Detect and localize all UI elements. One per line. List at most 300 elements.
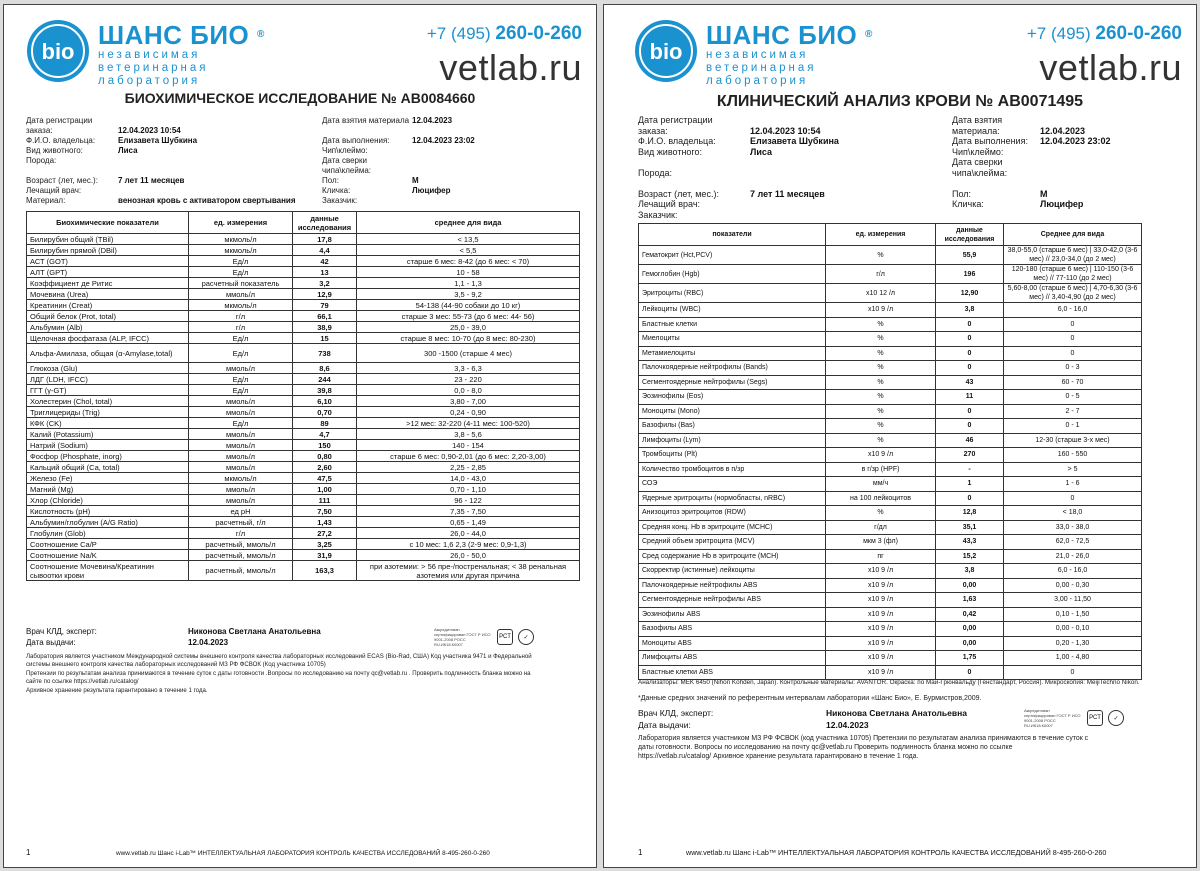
value-cell: 4,4 bbox=[293, 245, 357, 256]
table-row bbox=[27, 245, 580, 256]
value-cell: 12,8 bbox=[936, 506, 1004, 521]
bio-logo-icon bbox=[26, 19, 90, 83]
reference-cell: 25,0 - 39,0 bbox=[357, 322, 580, 333]
value-cell: 0 bbox=[936, 419, 1004, 434]
reference-cell: 7,35 - 7,50 bbox=[357, 506, 580, 517]
table-row bbox=[27, 473, 580, 484]
value-cell: 38,9 bbox=[293, 322, 357, 333]
table-row bbox=[27, 495, 580, 506]
table-row bbox=[639, 448, 1142, 463]
brand-name: ШАНС БИО bbox=[706, 20, 858, 50]
unit-cell: Ед/л bbox=[189, 374, 293, 385]
reference-cell: 0,20 - 1,30 bbox=[1004, 636, 1142, 651]
info-row bbox=[638, 136, 839, 147]
unit-cell: х10 9 /л bbox=[826, 665, 936, 680]
parameter-cell: Бластные клетки ABS bbox=[639, 665, 826, 680]
reference-cell: старше 6 мес: 0,90-2,01 (до 6 мес: 2,20-3,00) bbox=[357, 451, 580, 462]
table-row bbox=[27, 407, 580, 418]
reference-cell: 0,00 - 0,10 bbox=[1004, 622, 1142, 637]
table-row bbox=[639, 651, 1142, 666]
unit-cell: на 100 лейкоцитов bbox=[826, 491, 936, 506]
info-row bbox=[952, 178, 1111, 189]
unit-cell: % bbox=[826, 506, 936, 521]
parameter-cell: Альбумин (Alb) bbox=[27, 322, 189, 333]
value-cell: 1,75 bbox=[936, 651, 1004, 666]
info-row bbox=[26, 115, 296, 125]
parameter-cell: Общий белок (Prot, total) bbox=[27, 311, 189, 322]
unit-cell: ммоль/л bbox=[189, 289, 293, 300]
unit-cell: х10 9 /л bbox=[826, 578, 936, 593]
info-value: Лиса bbox=[750, 146, 772, 157]
reference-cell: с 10 мес: 1,6 2,3 (2-9 мес: 0,9-1,3) bbox=[357, 539, 580, 550]
reference-cell: 300 -1500 (старше 4 мес) bbox=[357, 344, 580, 363]
unit-cell: Ед/л bbox=[189, 267, 293, 278]
value-cell: 7,50 bbox=[293, 506, 357, 517]
unit-cell: расчетный показатель bbox=[189, 278, 293, 289]
reference-cell: 0,0 - 8,0 bbox=[357, 385, 580, 396]
value-cell: 55,9 bbox=[936, 246, 1004, 265]
note-line: сайте по ссылке https://vetlab.ru/catalog/ bbox=[26, 678, 139, 686]
info-label: Возраст (лет, мес.): bbox=[26, 175, 98, 185]
table-row bbox=[27, 528, 580, 539]
info-row bbox=[952, 147, 1111, 158]
table-row bbox=[639, 477, 1142, 492]
reference-cell: 12-30 (старше 3-х мес) bbox=[1004, 433, 1142, 448]
unit-cell: Ед/л bbox=[189, 333, 293, 344]
unit-cell: расчетный, ммоль/л bbox=[189, 561, 293, 581]
info-label: Дата сверки bbox=[322, 155, 367, 165]
reference-cell: 0,65 - 1,49 bbox=[357, 517, 580, 528]
info-row bbox=[952, 115, 1111, 126]
parameter-cell: Сред содержание Hb в эритроците (МСН) bbox=[639, 549, 826, 564]
patient-info-right bbox=[322, 115, 475, 205]
unit-cell: г/дл bbox=[826, 520, 936, 535]
table-row bbox=[639, 636, 1142, 651]
lab-notes bbox=[638, 734, 1162, 761]
reference-cell: 3,5 - 9,2 bbox=[357, 289, 580, 300]
table-row bbox=[639, 404, 1142, 419]
info-label: Порода: bbox=[638, 167, 673, 178]
parameter-cell: ЛДГ (LDH, IFCC) bbox=[27, 374, 189, 385]
unit-cell: % bbox=[826, 433, 936, 448]
table-row bbox=[27, 506, 580, 517]
reference-cell: 5,60-8,00 (старше 6 мес) | 4,70-6,30 (3-6 мес) // 3,40-4,90 (до 2 мес) bbox=[1004, 284, 1142, 303]
parameter-cell: Глобулин (Glob) bbox=[27, 528, 189, 539]
info-row bbox=[26, 175, 296, 185]
value-cell: 111 bbox=[293, 495, 357, 506]
value-cell: 3,25 bbox=[293, 539, 357, 550]
reference-cell: старше 8 мес: 10-70 (до 8 мес: 80-230) bbox=[357, 333, 580, 344]
info-label: Ф.И.О. владельца: bbox=[26, 135, 96, 145]
info-value: Елизавета Шубкина bbox=[118, 135, 198, 145]
info-row bbox=[638, 199, 839, 210]
info-label: Пол: bbox=[322, 175, 339, 185]
table-row bbox=[27, 234, 580, 245]
value-cell: 1,63 bbox=[936, 593, 1004, 608]
parameter-cell: Калий (Potassium) bbox=[27, 429, 189, 440]
value-cell: 738 bbox=[293, 344, 357, 363]
unit-cell: Ед/л bbox=[189, 385, 293, 396]
value-cell: 0 bbox=[936, 332, 1004, 347]
note-line: Архивное хранение результата гарантировано в течение 1 года. bbox=[26, 686, 208, 694]
unit-cell: ммоль/л bbox=[189, 363, 293, 374]
cert-seal-icon: ✓ bbox=[1108, 710, 1124, 726]
parameter-cell: Моноциты ABS bbox=[639, 636, 826, 651]
reference-cell: 6,0 - 16,0 bbox=[1004, 303, 1142, 318]
info-label: Дата взятия материала bbox=[322, 115, 410, 125]
unit-cell: х10 9 /л bbox=[826, 303, 936, 318]
value-cell: 42 bbox=[293, 256, 357, 267]
col-header-value: данные исследования bbox=[293, 212, 357, 234]
value-cell: 0,00 bbox=[936, 636, 1004, 651]
table-row bbox=[27, 311, 580, 322]
footer-line: www.vetlab.ru Шанс i-Lab™ ИНТЕЛЛЕКТУАЛЬНАЯ ЛАБОРАТОРИЯ КОНТРОЛЬ КАЧЕСТВА ИССЛЕДОВАНИЙ 8-495-260-0-260 bbox=[116, 850, 490, 857]
brand-subtitle-3: лаборатория bbox=[706, 75, 809, 87]
parameter-cell: ГГТ (γ-GT) bbox=[27, 385, 189, 396]
parameter-cell: Коэффициент де Ритис bbox=[27, 278, 189, 289]
info-row bbox=[952, 126, 1111, 137]
table-row bbox=[27, 333, 580, 344]
site-link[interactable]: vetlab.ru bbox=[1039, 47, 1182, 88]
value-cell: 0 bbox=[936, 361, 1004, 376]
table-row bbox=[27, 278, 580, 289]
info-row bbox=[26, 145, 296, 155]
unit-cell: % bbox=[826, 332, 936, 347]
page-number: 1 bbox=[26, 848, 31, 857]
parameter-cell: Средняя конц. Hb в эритроците (МСНС) bbox=[639, 520, 826, 535]
value-cell: 0 bbox=[936, 346, 1004, 361]
info-label: чипа\клейма: bbox=[322, 165, 371, 175]
col-header-unit: ед. измерения bbox=[189, 212, 293, 234]
patient-info-left bbox=[638, 115, 839, 220]
info-label: Дата взятия bbox=[952, 115, 1003, 126]
parameter-cell: Глюкоза (Glu) bbox=[27, 363, 189, 374]
reference-cell: 21,0 - 26,0 bbox=[1004, 549, 1142, 564]
unit-cell: г/л bbox=[189, 528, 293, 539]
table-row bbox=[639, 265, 1142, 284]
table-row bbox=[639, 361, 1142, 376]
info-row bbox=[26, 125, 296, 135]
note-line: Лаборатория является участником Международной системы внешнего контроля качества лабораторных исследований ECAS (Bio-Rad, США) Код участника 9471 и Федеральной bbox=[26, 653, 532, 660]
value-cell: 15 bbox=[293, 333, 357, 344]
info-row bbox=[638, 178, 839, 189]
unit-cell: ммоль/л bbox=[189, 462, 293, 473]
info-row bbox=[638, 157, 839, 168]
table-row bbox=[639, 419, 1142, 434]
value-cell: 0,42 bbox=[936, 607, 1004, 622]
value-cell: 0 bbox=[936, 491, 1004, 506]
parameter-cell: Ядерные эритроциты (нормобласты, nRBC) bbox=[639, 491, 826, 506]
parameter-cell: Скорректир (истинные) лейкоциты bbox=[639, 564, 826, 579]
table-row bbox=[27, 550, 580, 561]
reference-cell: 0,70 - 1,10 bbox=[357, 484, 580, 495]
info-label: Порода: bbox=[26, 155, 57, 165]
info-row bbox=[952, 136, 1111, 147]
reference-cell: 3,8 - 5,6 bbox=[357, 429, 580, 440]
info-label: Дата выполнения: bbox=[322, 135, 390, 145]
reference-cell: >12 мес: 32-220 (4-11 мес: 100-520) bbox=[357, 418, 580, 429]
note-line: Лаборатория является участником МЗ РФ ФСВОК (код участника 10705) Претензии по результатам анализа принимаются в течение суток с bbox=[638, 735, 1089, 742]
reference-cell: 62,0 - 72,5 bbox=[1004, 535, 1142, 550]
reference-cell: 54-138 (44-90 собаки до 10 кг) bbox=[357, 300, 580, 311]
site-link[interactable]: vetlab.ru bbox=[439, 47, 582, 88]
brand-subtitle-1: независимая bbox=[98, 49, 201, 61]
info-row bbox=[952, 210, 1111, 221]
table-row bbox=[27, 396, 580, 407]
info-label: Пол: bbox=[952, 188, 972, 199]
bio-logo-icon bbox=[634, 19, 698, 83]
info-label: Дата регистрации bbox=[26, 115, 93, 125]
info-label: Материал: bbox=[26, 195, 66, 205]
page-title: БИОХИМИЧЕСКОЕ ИССЛЕДОВАНИЕ № АВ0084660 bbox=[124, 90, 476, 106]
table-row bbox=[27, 322, 580, 333]
info-label: Дата регистрации bbox=[638, 115, 713, 126]
brand-name: ШАНС БИО bbox=[98, 20, 250, 50]
table-row bbox=[639, 332, 1142, 347]
parameter-cell: Хлор (Chloride) bbox=[27, 495, 189, 506]
brand-subtitle-2: ветеринарная bbox=[706, 62, 817, 74]
table-row bbox=[639, 491, 1142, 506]
parameter-cell: Билирубин прямой (DBil) bbox=[27, 245, 189, 256]
reference-cell: 0 - 3 bbox=[1004, 361, 1142, 376]
parameter-cell: Фосфор (Phosphate, inorg) bbox=[27, 451, 189, 462]
info-label: Чип\клеймо: bbox=[322, 145, 368, 155]
reference-cell: 1,00 - 4,80 bbox=[1004, 651, 1142, 666]
cert-text: Аккредитован сертифицирован ГОСТ Р ИСО 9001-2008 РОСС RU.ИК18.К0007 bbox=[1024, 708, 1081, 728]
value-cell: 79 bbox=[293, 300, 357, 311]
reference-cell: 33,0 - 38,0 bbox=[1004, 520, 1142, 535]
table-row bbox=[639, 390, 1142, 405]
page-title: КЛИНИЧЕСКИЙ АНАЛИЗ КРОВИ № АВ0071495 bbox=[716, 93, 1084, 110]
info-label: Дата сверки bbox=[952, 157, 1003, 168]
reference-cell: 0,10 - 1,50 bbox=[1004, 607, 1142, 622]
reference-cell: > 5 bbox=[1004, 462, 1142, 477]
parameter-cell: Средний объем эритроцита (MCV) bbox=[639, 535, 826, 550]
reference-cell: 38,0-55,0 (старше 6 мес) | 33,0-42,0 (3-6 мес) // 23,0-34,0 (до 2 мес) bbox=[1004, 246, 1142, 265]
unit-cell: х10 9 /л bbox=[826, 448, 936, 463]
table-row bbox=[27, 267, 580, 278]
unit-cell: х10 9 /л bbox=[826, 607, 936, 622]
phone[interactable]: +7 (495) 260-0-260 bbox=[1026, 23, 1182, 44]
note-line: https://vetlab.ru/catalog/ Архивное хранение результата гарантировано в течение 1 года. bbox=[638, 753, 919, 760]
cert-pct-icon: РСТ bbox=[497, 629, 513, 645]
results-table bbox=[26, 211, 580, 581]
reference-cell: 60 - 70 bbox=[1004, 375, 1142, 390]
table-row bbox=[27, 539, 580, 550]
brand-block bbox=[706, 21, 873, 88]
table-row bbox=[639, 317, 1142, 332]
unit-cell: х10 12 /л bbox=[826, 284, 936, 303]
info-row bbox=[322, 195, 475, 205]
reference-cell: при азотемии: > 56 пре-/постренальная; < 38 ренальная азотемия или другая причина bbox=[357, 561, 580, 581]
info-row bbox=[26, 195, 296, 205]
unit-cell: ммоль/л bbox=[189, 429, 293, 440]
patient-info-right bbox=[952, 115, 1111, 220]
info-row bbox=[638, 210, 839, 221]
parameter-cell: Моноциты (Mono) bbox=[639, 404, 826, 419]
value-cell: 3,8 bbox=[936, 303, 1004, 318]
col-header-reference: Среднее для вида bbox=[1004, 224, 1142, 246]
parameter-cell: АЛТ (GPT) bbox=[27, 267, 189, 278]
table-row bbox=[27, 385, 580, 396]
registered-mark: ® bbox=[865, 29, 873, 40]
value-cell: 4,7 bbox=[293, 429, 357, 440]
unit-cell: мкмоль/л bbox=[189, 473, 293, 484]
info-row bbox=[952, 189, 1111, 200]
table-row bbox=[27, 344, 580, 363]
cert-text: Аккредитован сертифицирован ГОСТ Р ИСО 9001-2008 РОСС RU.ИК18.К0007 bbox=[434, 627, 491, 647]
table-row bbox=[639, 520, 1142, 535]
info-row bbox=[638, 126, 839, 137]
value-cell: 12,90 bbox=[936, 284, 1004, 303]
col-header-parameter: Биохимические показатели bbox=[27, 212, 189, 234]
parameter-cell: Базофилы (Bas) bbox=[639, 419, 826, 434]
value-cell: 89 bbox=[293, 418, 357, 429]
unit-cell: мм/ч bbox=[826, 477, 936, 492]
value-cell: 13 bbox=[293, 267, 357, 278]
info-value: 12.04.2023 10:54 bbox=[118, 125, 181, 135]
info-value: Люцифер bbox=[1040, 199, 1084, 210]
cert-seal-icon: ✓ bbox=[518, 629, 534, 645]
reference-cell: 0 bbox=[1004, 332, 1142, 347]
unit-cell: % bbox=[826, 246, 936, 265]
reference-cell: 0 bbox=[1004, 346, 1142, 361]
unit-cell: Ед/л bbox=[189, 344, 293, 363]
parameter-cell: Тромбоциты (Plt) bbox=[639, 448, 826, 463]
unit-cell: х10 9 /л bbox=[826, 622, 936, 637]
unit-cell: х10 9 /л bbox=[826, 636, 936, 651]
info-row bbox=[638, 168, 839, 179]
parameter-cell: КФК (CK) bbox=[27, 418, 189, 429]
unit-cell: расчетный, ммоль/л bbox=[189, 550, 293, 561]
phone[interactable]: +7 (495) 260-0-260 bbox=[426, 23, 582, 44]
value-cell: 0,80 bbox=[293, 451, 357, 462]
value-cell: 244 bbox=[293, 374, 357, 385]
signature-block bbox=[638, 708, 967, 732]
value-cell: 27,2 bbox=[293, 528, 357, 539]
value-cell: 3,2 bbox=[293, 278, 357, 289]
value-cell: 46 bbox=[936, 433, 1004, 448]
unit-cell: х10 9 /л bbox=[826, 564, 936, 579]
table-row bbox=[639, 607, 1142, 622]
table-row bbox=[27, 429, 580, 440]
signature-block bbox=[26, 627, 321, 649]
unit-cell: х10 9 /л bbox=[826, 651, 936, 666]
parameter-cell: Сегментоядерные нейтрофилы (Segs) bbox=[639, 375, 826, 390]
value-cell: 0 bbox=[936, 404, 1004, 419]
parameter-cell: Бластные клетки bbox=[639, 317, 826, 332]
expert-label: Врач КЛД, эксперт: bbox=[26, 627, 97, 636]
unit-cell: пг bbox=[826, 549, 936, 564]
parameter-cell: Мочевина (Urea) bbox=[27, 289, 189, 300]
reference-footnote: *Данные средних значений по референтным интервалам лаборатории «Шанс Био», Е. Бурмистров,2009. bbox=[638, 695, 982, 702]
value-cell: - bbox=[936, 462, 1004, 477]
info-row bbox=[638, 189, 839, 200]
info-label: Заказчик: bbox=[638, 209, 678, 220]
parameter-cell: Железо (Fe) bbox=[27, 473, 189, 484]
info-label: Заказчик: bbox=[322, 195, 358, 205]
info-label: Кличка: bbox=[952, 199, 984, 210]
note-line: даты готовности. Вопросы по исследованию на почту qc@vetlab.ru Проверить подлинность бланка можно по ссылке bbox=[638, 744, 1013, 751]
unit-cell: г/л bbox=[826, 265, 936, 284]
table-row bbox=[639, 303, 1142, 318]
lab-notes bbox=[26, 653, 582, 695]
col-header-unit: ед. измерения bbox=[826, 224, 936, 246]
info-value: 7 лет 11 месяцев bbox=[118, 175, 185, 185]
info-value: Елизавета Шубкина bbox=[750, 136, 839, 147]
value-cell: 39,8 bbox=[293, 385, 357, 396]
reference-cell: старше 6 мес: 8-42 (до 6 мес: < 70) bbox=[357, 256, 580, 267]
reference-cell: 0,24 - 0,90 bbox=[357, 407, 580, 418]
table-row bbox=[27, 300, 580, 311]
table-row bbox=[639, 346, 1142, 361]
parameter-cell: Холестерин (Chol, total) bbox=[27, 396, 189, 407]
col-header-parameter: показатели bbox=[639, 224, 826, 246]
parameter-cell: Кальций общий (Ca, total) bbox=[27, 462, 189, 473]
value-cell: 47,5 bbox=[293, 473, 357, 484]
biochemistry-report-page bbox=[3, 4, 597, 868]
table-row bbox=[639, 506, 1142, 521]
value-cell: 0 bbox=[936, 317, 1004, 332]
info-row bbox=[322, 135, 475, 145]
value-cell: 163,3 bbox=[293, 561, 357, 581]
reference-cell: 3,00 - 11,50 bbox=[1004, 593, 1142, 608]
info-value: 12.04.2023 23:02 bbox=[412, 135, 475, 145]
unit-cell: г/л bbox=[189, 311, 293, 322]
unit-cell: мкм 3 (фл) bbox=[826, 535, 936, 550]
value-cell: 15,2 bbox=[936, 549, 1004, 564]
parameter-cell: Палочкоядерные нейтрофилы ABS bbox=[639, 578, 826, 593]
value-cell: 0 bbox=[936, 665, 1004, 680]
cert-pct-icon: РСТ bbox=[1087, 710, 1103, 726]
results-table bbox=[638, 223, 1142, 680]
parameter-cell: Триглицериды (Trig) bbox=[27, 407, 189, 418]
table-row bbox=[639, 549, 1142, 564]
value-cell: 11 bbox=[936, 390, 1004, 405]
unit-cell: мкмоль/л bbox=[189, 300, 293, 311]
table-row bbox=[639, 433, 1142, 448]
unit-cell: Ед/л bbox=[189, 256, 293, 267]
parameter-cell: Эозинофилы ABS bbox=[639, 607, 826, 622]
reference-cell: 1 - 6 bbox=[1004, 477, 1142, 492]
parameter-cell: СОЭ bbox=[639, 477, 826, 492]
unit-cell: ммоль/л bbox=[189, 396, 293, 407]
table-row bbox=[27, 462, 580, 473]
info-label: Лечащий врач: bbox=[638, 199, 701, 210]
table-row bbox=[639, 462, 1142, 477]
parameter-cell: Билирубин общий (TBil) bbox=[27, 234, 189, 245]
info-value: М bbox=[1040, 188, 1048, 199]
info-row bbox=[638, 147, 839, 158]
note-line: Претензии по результатам анализа принимаются в течение суток с даты готовности .Вопросы по исследованию на почту qc@vetlab.ru . Проверить подлинность бланка можно на bbox=[26, 669, 531, 677]
reference-cell: 3,80 - 7,00 bbox=[357, 396, 580, 407]
unit-cell: % bbox=[826, 375, 936, 390]
info-label: заказа: bbox=[638, 125, 668, 136]
analyzers-note: Анализаторы: MEK 6450 (Nihon Kohden, Japan). Контрольные материалы: AVANTOR. Окраска: по Май-Грюнвальду (Генстандарт, Россия). Микроскопия: MeijiTechno Nikon. bbox=[638, 679, 1140, 686]
info-row bbox=[26, 135, 296, 145]
table-row bbox=[27, 561, 580, 581]
info-value: 12.04.2023 bbox=[1040, 125, 1086, 136]
reference-cell: 2 - 7 bbox=[1004, 404, 1142, 419]
unit-cell: % bbox=[826, 346, 936, 361]
reference-cell: 26,0 - 50,0 bbox=[357, 550, 580, 561]
reference-cell: 0 - 5 bbox=[1004, 390, 1142, 405]
info-value: 12.04.2023 23:02 bbox=[1040, 136, 1111, 147]
reference-cell: 26,0 - 44,0 bbox=[357, 528, 580, 539]
reference-cell: 160 - 550 bbox=[1004, 448, 1142, 463]
unit-cell: х10 9 /л bbox=[826, 593, 936, 608]
value-cell: 3,8 bbox=[936, 564, 1004, 579]
